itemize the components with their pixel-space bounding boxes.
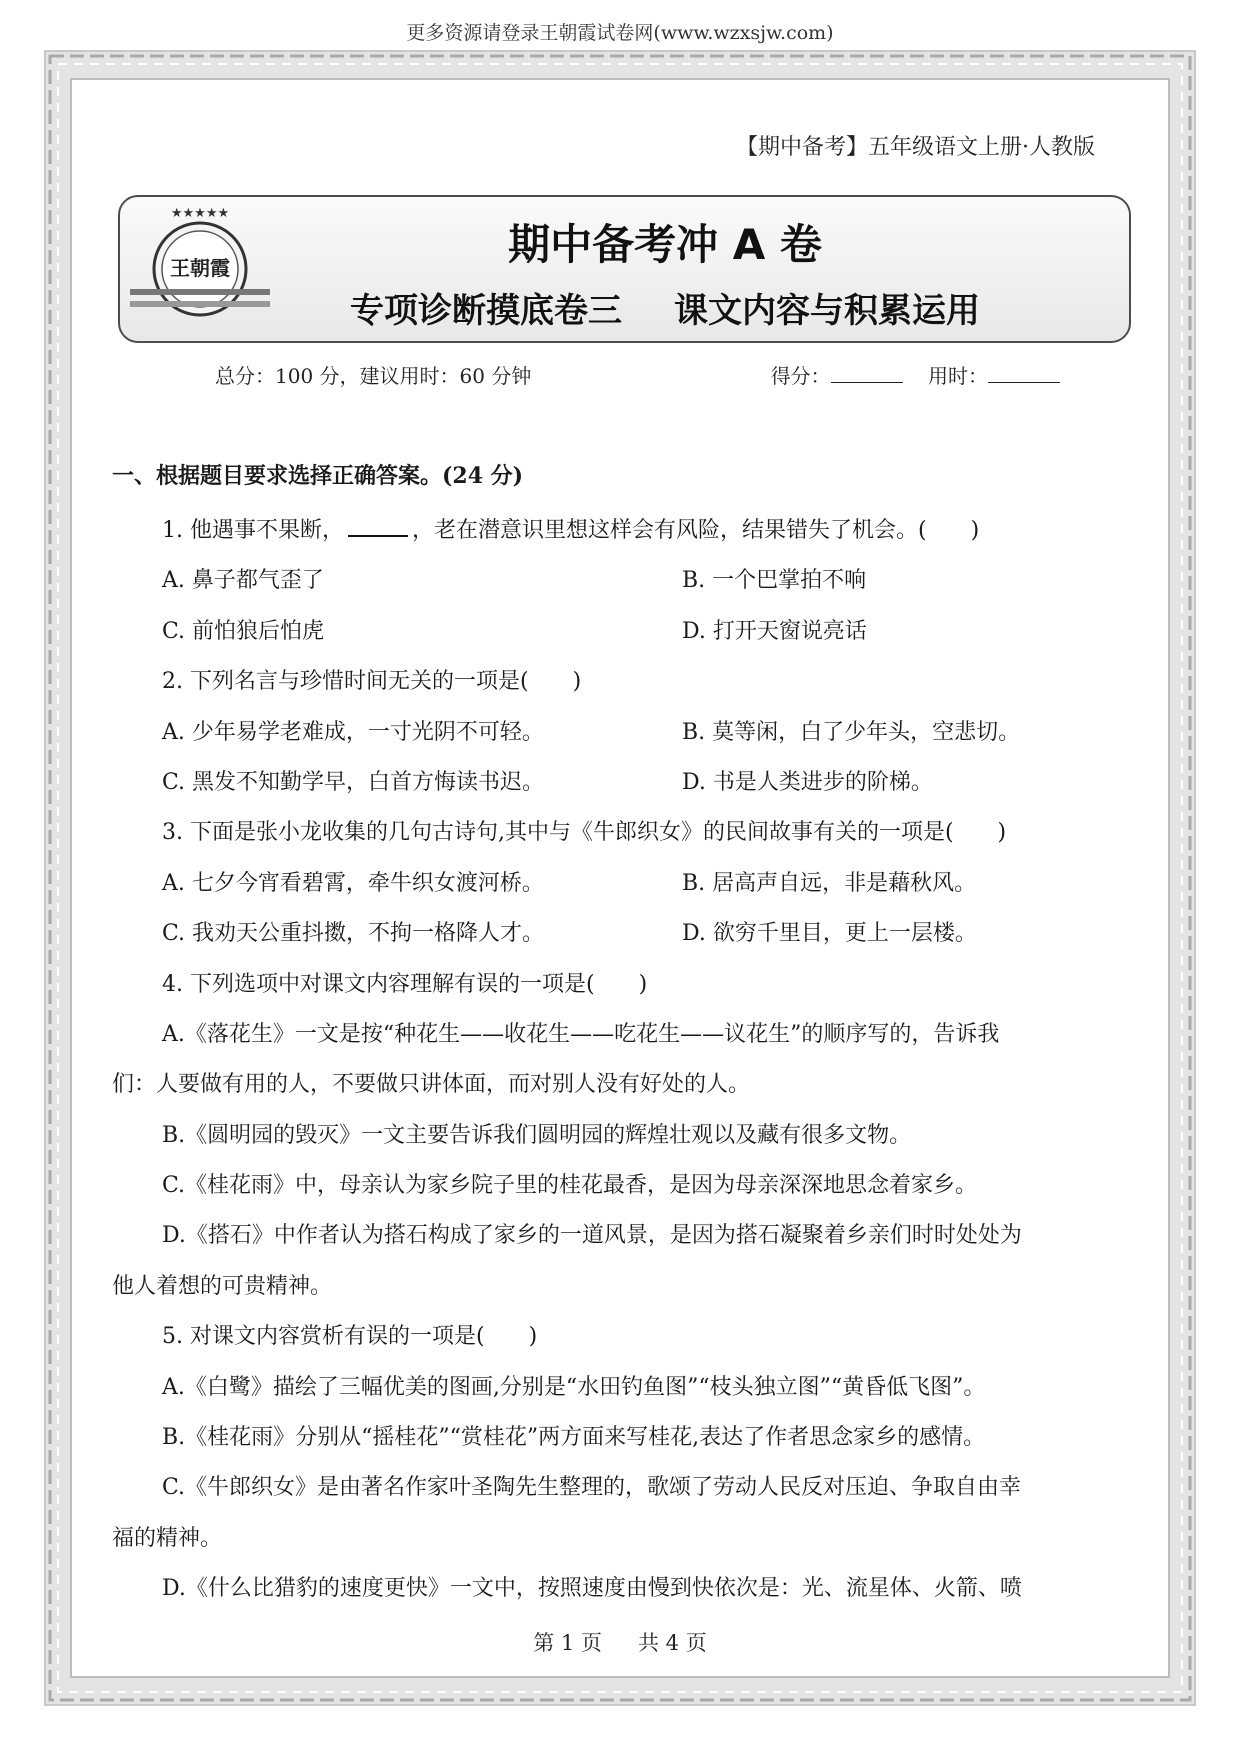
- q2-options-row: [112, 708, 1132, 758]
- q1-stem-start: 1. 他遇事不果断，: [162, 518, 344, 543]
- q3-option-a: A. 七夕今宵看碧霄，牵牛织女渡河桥。: [162, 870, 544, 896]
- section-heading: 一、根据题目要求选择正确答案。(24 分): [112, 463, 524, 489]
- score-fields: [771, 360, 1060, 389]
- q3-option-b: B. 居高声自远，非是藉秋风。: [682, 870, 977, 896]
- question-3-stem: 3. 下面是张小龙收集的几句古诗句,其中与《牛郎织女》的民间故事有关的一项是( ): [162, 820, 1007, 846]
- q2-option-c: C. 黑发不知勤学早，白首方悔读书迟。: [162, 769, 545, 795]
- q2-option-a: A. 少年易学老难成，一寸光阴不可轻。: [162, 719, 544, 745]
- q2-option-d: D. 书是人类进步的阶梯。: [682, 769, 933, 795]
- q4-option-c: C.《桂花雨》中，母亲认为家乡院子里的桂花最香，是因为母亲深深地思念着家乡。: [162, 1173, 978, 1199]
- q5-option-d: D.《什么比猎豹的速度更快》一文中，按照速度由慢到快依次是：光、流星体、火箭、喷: [162, 1576, 1022, 1602]
- q5-option-b: B.《桂花雨》分别从“摇桂花”“赏桂花”两方面来写桂花,表达了作者思念家乡的感情。: [162, 1425, 986, 1451]
- q1-option-a: A. 鼻子都气歪了: [162, 568, 324, 594]
- total-score: 总分：100 分，建议用时：60 分钟: [215, 364, 532, 388]
- page-footer: [0, 1627, 1240, 1657]
- page-number: 第 1 页: [533, 1631, 602, 1655]
- subtitle-part: 专项诊断摸底卷三: [350, 291, 622, 331]
- q1-options-row: [112, 607, 1132, 657]
- q5-option-c-cont: 福的精神。: [112, 1525, 223, 1551]
- q4-option-d-cont: 他人着想的可贵精神。: [112, 1273, 333, 1299]
- q1-option-b: B. 一个巴掌拍不响: [682, 568, 867, 594]
- score-blank[interactable]: [831, 364, 903, 383]
- q2-options-row: [112, 758, 1132, 808]
- score-label: 得分：: [770, 364, 831, 388]
- q3-options-row: [112, 909, 1132, 959]
- q2-option-b: B. 莫等闲，白了少年头，空悲切。: [682, 719, 1021, 745]
- question-5-stem: 5. 对课文内容赏析有误的一项是( ): [162, 1324, 538, 1350]
- q5-option-a: A.《白鹭》描绘了三幅优美的图画,分别是“水田钓鱼图”“枝头独立图”“黄昏低飞图”。: [162, 1374, 986, 1400]
- time-blank[interactable]: [988, 364, 1060, 383]
- publisher-logo: [130, 207, 270, 332]
- svg-text:★★★★★: ★★★★★: [170, 207, 230, 221]
- q3-options-row: [112, 859, 1132, 909]
- q1-stem-end: ，老在潜意识里想这样会有风险，结果错失了机会。( ): [411, 518, 980, 543]
- question-4-stem: 4. 下列选项中对课文内容理解有误的一项是( ): [162, 971, 648, 997]
- resource-banner: 更多资源请登录王朝霞试卷网(www.wzxsjw.com): [406, 22, 834, 44]
- q3-option-c: C. 我劝天公重抖擞，不拘一格降人才。: [162, 921, 545, 947]
- q5-option-c: C.《牛郎织女》是由著名作家叶圣陶先生整理的，歌颂了劳动人民反对压迫、争取自由幸: [162, 1475, 1022, 1501]
- q3-option-d: D. 欲穷千里目，更上一层楼。: [682, 921, 977, 947]
- score-info: [215, 360, 1060, 389]
- question-1-stem: [112, 506, 1132, 556]
- page-title: 期中备考冲 A 卷: [508, 220, 822, 269]
- time-label: 用时：: [928, 364, 988, 388]
- edition-label: 【期中备考】五年级语文上册·人教版: [736, 135, 1095, 160]
- subtitle-topic: 课文内容与积累运用: [674, 291, 980, 331]
- q4-option-a: A.《落花生》一文是按“种花生——收花生——吃花生——议花生”的顺序写的，告诉我: [162, 1021, 1000, 1047]
- exam-content: [112, 456, 1132, 1615]
- q4-option-d: D.《搭石》中作者认为搭石构成了家乡的一道风景，是因为搭石凝聚着乡亲们时时处处为: [162, 1223, 1022, 1249]
- q4-option-b: B.《圆明园的毁灭》一文主要告诉我们圆明园的辉煌壮观以及藏有很多文物。: [162, 1122, 912, 1148]
- q4-option-a-cont: 们：人要做有用的人，不要做只讲体面，而对别人没有好处的人。: [112, 1072, 751, 1098]
- q1-option-c: C. 前怕狼后怕虎: [162, 618, 325, 644]
- subtitle: [300, 283, 1030, 332]
- fill-blank[interactable]: [348, 517, 408, 537]
- q1-option-d: D. 打开天窗说亮话: [682, 618, 867, 644]
- page-total: 共 4 页: [638, 1631, 707, 1655]
- question-2-stem: 2. 下列名言与珍惜时间无关的一项是( ): [162, 669, 582, 695]
- logo-text: 王朝霞: [170, 256, 230, 280]
- q1-options-row: [112, 556, 1132, 606]
